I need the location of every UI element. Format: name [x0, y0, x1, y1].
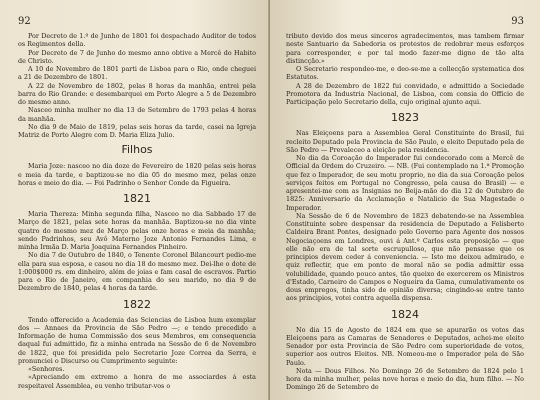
paragraph: No dia 7 de Outubro de 1840, o Tenente Coronel Bilancourt pedio-me ella para sua esposa, e casou no dia 18 do mesmo mez. Dei-lhe o dote de 1:000$000 rs. em dinheiro, além de joias e fam casal de escravos. Partio para o Rio de Janeiro, em companhia do seu marido, no dia 9 de Dezembro de 1840, pelas 4 horas da tarde.	[18, 251, 256, 293]
paragraph: No dia 9 de Maio de 1819, pelas seis horas da tarde, casei na Igreja Matriz de Porto Alegre com D. Maria Eliza Julio.	[18, 122, 256, 139]
paragraph: A 10 de Novembro de 1801 parti de Lisboa para o Rio, onde cheguei a 21 de Dezembro de 1801.	[18, 65, 256, 82]
paragraph: No dia 15 de Agosto de 1824 em que se apurarão os votos das Eleiçoens para as Camaras de Senadores e Deputados, achei-me eleito Senador por esta Provincia de São Pedro com superioridade de votos, superior aos outros Eleitos. NB. Nomeou-me o Imperador pela de São Paulo.	[286, 325, 524, 367]
paragraph: Tendo offerecido a Academia das Sciencias de Lisboa hum exemplar dos — Annaes da Provincia de São Pedro —; e tendo precedido a Informação de huma Commissão dos seus Membros, em consequencia daqual fui admittido, fiz a minha entrada na Sessão de 6 de Novembro de 1822, que foi presidida pelo Secretario Joze Correa da Serra, e pronunciei o Discurso ou Cumprimento seguinte:	[18, 315, 256, 365]
right-page	[270, 0, 540, 400]
paragraph: No dia da Coroação do Imperador fui condecorado com a Mercê de Official da Ordem do Cruzeiro. — NB. (Fui contemplado na 1.ª Promoção que fez o Imperador, de seu motu proprio, no dia da sua Coroação pelos serviços feitos em Portugal no Congresso, pela causa do Brasil) — e apresentei-me com as Insignias no Beija-mão do dia 12 de Outubro de 1825: Anniversario da Acclamação e Natalicio de Sua Magestade o Imperador.	[286, 154, 524, 212]
paragraph: Maria Thereza: Minha segunda filha, Nasceo no dia Sabbado 17 de Março de 1821, pelas sete horas da manhãa. Baptizou-se no dia vinte quatro do mesmo mez de Março pelas onze horas e meia da manhãa; sendo Padrinhos, seu Avô Materno Joze Antonio Fernandes Lima, e minha Irmãa D. Maria Joaquina Fernandes Pinheiro.	[18, 210, 256, 251]
left-top-text	[18, 32, 256, 139]
paragraph: tributo devido dos meus sinceros agradecimentos, mas tambem firmar neste Santuario da Sabedoria os protestos de redobrar meus esforços para corresponder, e por tal modo fazer-me digno de tão alta distincção.»	[286, 32, 524, 65]
paragraph: Maria Joze: nasceo no dia doze de Fevereiro de 1820 pelas seis horas e meia da tarde, e baptizou-se no dia 05 do mesmo mez, pelas onze horas e meio do dia. — Foi Padrinho o Senhor Conde da Figueira.	[18, 162, 256, 187]
paragraph: Nas Eleiçoens para a Assemblea Geral Constituinte do Brasil, fui recleito Deputado pela Provincia de São Paulo, e eleito Deputado pela de São Pedro — Prevaleceo a eleição pela residencia.	[286, 129, 524, 154]
section-heading-filhos: Filhos	[121, 143, 153, 157]
paragraph: Por Decreto de 7 de Junho do mesmo anno obtive a Mercê do Habito de Christo.	[18, 48, 256, 65]
paragraph: «Apreciando em extremo a honra de me associardes á esta respeitavel Assemblea, eu venho tributar-vos o	[18, 373, 256, 390]
year-heading-1822: 1822	[123, 297, 151, 311]
page-number: 93	[511, 16, 524, 27]
paragraph: Na Sessão de 6 de Novembro de 1823 debatendo-se na Assemblea Constituinte sobre despensar da residencia de Deputado a Felisberto Caldeira Brant Pontes, designado pelo Governo para Agente dos nossos Negociaçoens em Londres, ouvi á Ant.º Carlos esta proposição — que elle não era de tal sorte escrupulloso, que não pensasse que os principios devem ceder á conveniencia. — Isto me deixou admirado, e quiz reflectir, que em ponto de moral não se podia admittir essa volubilidade, quando pouco antes, tão queixo de exercerem os Ministros d'Estado, Carneiro de Campos e Nogueira da Gama, cumulativamente os dous empregos, tinha sido de opinião diversa; cingindo-se entre tanto aos principios, votei contra aquella dispensa.	[286, 211, 524, 303]
paragraph: «Senhores.	[28, 365, 65, 373]
paragraph: O Secretario respondeo-me, e deo-se-me a collecção systematica dos Estatutos.	[286, 65, 524, 82]
paragraph: Nasceo minha mulher no dia 13 de Setembro de 1793 pelas 4 horas da manhãa.	[18, 106, 256, 123]
year-heading-1821: 1821	[123, 192, 151, 205]
year-heading-1824: 1824	[391, 307, 419, 321]
paragraph: A 22 de Novembro de 1802, pelas 8 horas da manhãa, entrei pela barra do Rio Grande: e desembarquei em Porto Alegre a 5 de Dezembro do mesmo anno.	[18, 81, 256, 106]
page-number: 92	[18, 16, 31, 27]
year-heading-1823: 1823	[391, 111, 419, 125]
paragraph: A 28 de Dezembro de 1822 fui convidado, e admittido a Sociedade Promotora da Industria Nacional, de Lisboa, com consia do Officio de Participação pelo Secretario della, cujo original ajunto aqui.	[286, 81, 524, 106]
paragraph: Nota — Dous Filhos. No Domingo 26 de Setembro de 1824 pelo 1 hora da minha mulher, pelas nove horas e meio do dia, hum filho. — No Domingo 26 de Setembro de	[286, 366, 524, 392]
paragraph: Por Decreto de 1.º de Junho de 1801 foi despachado Auditor de todos os Regimentos della.	[18, 32, 256, 49]
